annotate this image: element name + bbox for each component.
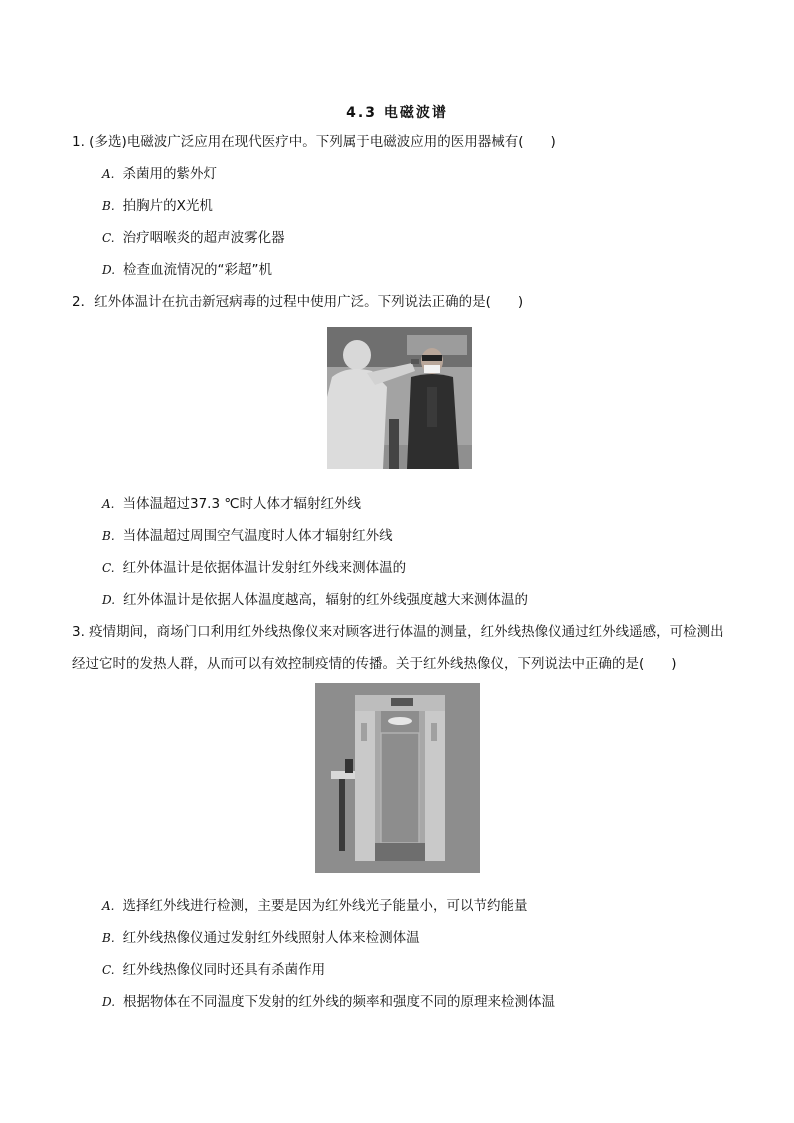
option-text: 红外线热像仪同时还具有杀菌作用 [122, 962, 326, 978]
question-2-option-c [102, 558, 406, 578]
question-3-stem: 3. 疫情期间，商场门口利用红外线热像仪来对顾客进行体温的测量，红外线热像仪通过红外线遥感，可检测出经过它时的发热人群，从而可以有效控制疫情的传播。关于红外线热像仪，下列说法中正确的是( ) [72, 624, 724, 672]
option-text: 红外线热像仪通过发射红外线照射人体来检测体温 [122, 930, 420, 946]
option-text: 根据物体在不同温度下发射的红外线的频率和强度不同的原理来检测体温 [123, 994, 556, 1010]
option-text: 杀菌用的紫外灯 [122, 166, 217, 182]
option-text: 治疗咽喉炎的超声波雾化器 [122, 230, 285, 246]
question-3-option-a [102, 896, 527, 916]
question-1-option-b [102, 196, 213, 216]
option-text: 拍胸片的X光机 [122, 198, 213, 214]
question-1-stem: 1. (多选)电磁波广泛应用在现代医疗中。下列属于电磁波应用的医用器械有( ) [72, 134, 556, 150]
thermal-imaging-gate-illustration [315, 683, 480, 873]
option-text: 当体温超过周围空气温度时人体才辐射红外线 [122, 528, 393, 544]
option-letter: D. [102, 263, 116, 277]
option-letter: A. [102, 899, 115, 913]
option-text: 检查血流情况的“彩超”机 [123, 262, 273, 278]
question-2-stem: 2．红外体温计在抗击新冠病毒的过程中使用广泛。下列说法正确的是( ) [72, 294, 524, 310]
question-2-option-d [102, 590, 528, 610]
option-letter: A. [102, 497, 115, 511]
option-letter: B. [102, 931, 115, 945]
option-text: 红外体温计是依据人体温度越高，辐射的红外线强度越大来测体温的 [123, 592, 529, 608]
option-letter: B. [102, 529, 115, 543]
temperature-check-photo [327, 327, 472, 469]
question-3-option-c [102, 960, 325, 980]
question-3-option-d [102, 992, 555, 1012]
temperature-check-illustration [327, 327, 472, 469]
question-2-option-b [102, 526, 393, 546]
question-1-option-a [102, 164, 217, 184]
question-1-option-c [102, 228, 285, 248]
page-title: 4.3 电磁波谱 [346, 105, 448, 121]
option-letter: C. [102, 561, 115, 575]
option-text: 红外体温计是依据体温计发射红外线来测体温的 [122, 560, 407, 576]
option-letter: C. [102, 963, 115, 977]
option-letter: B. [102, 199, 115, 213]
option-letter: D. [102, 995, 116, 1009]
option-letter: D. [102, 593, 116, 607]
question-3-option-b [102, 928, 420, 948]
option-letter: A. [102, 167, 115, 181]
option-letter: C. [102, 231, 115, 245]
thermal-imaging-gate-photo [315, 683, 480, 873]
question-2-option-a [102, 494, 361, 514]
question-1-option-d [102, 260, 272, 280]
option-text: 当体温超过37.3 ℃时人体才辐射红外线 [122, 496, 361, 512]
option-text: 选择红外线进行检测，主要是因为红外线光子能量小，可以节约能量 [122, 898, 528, 914]
